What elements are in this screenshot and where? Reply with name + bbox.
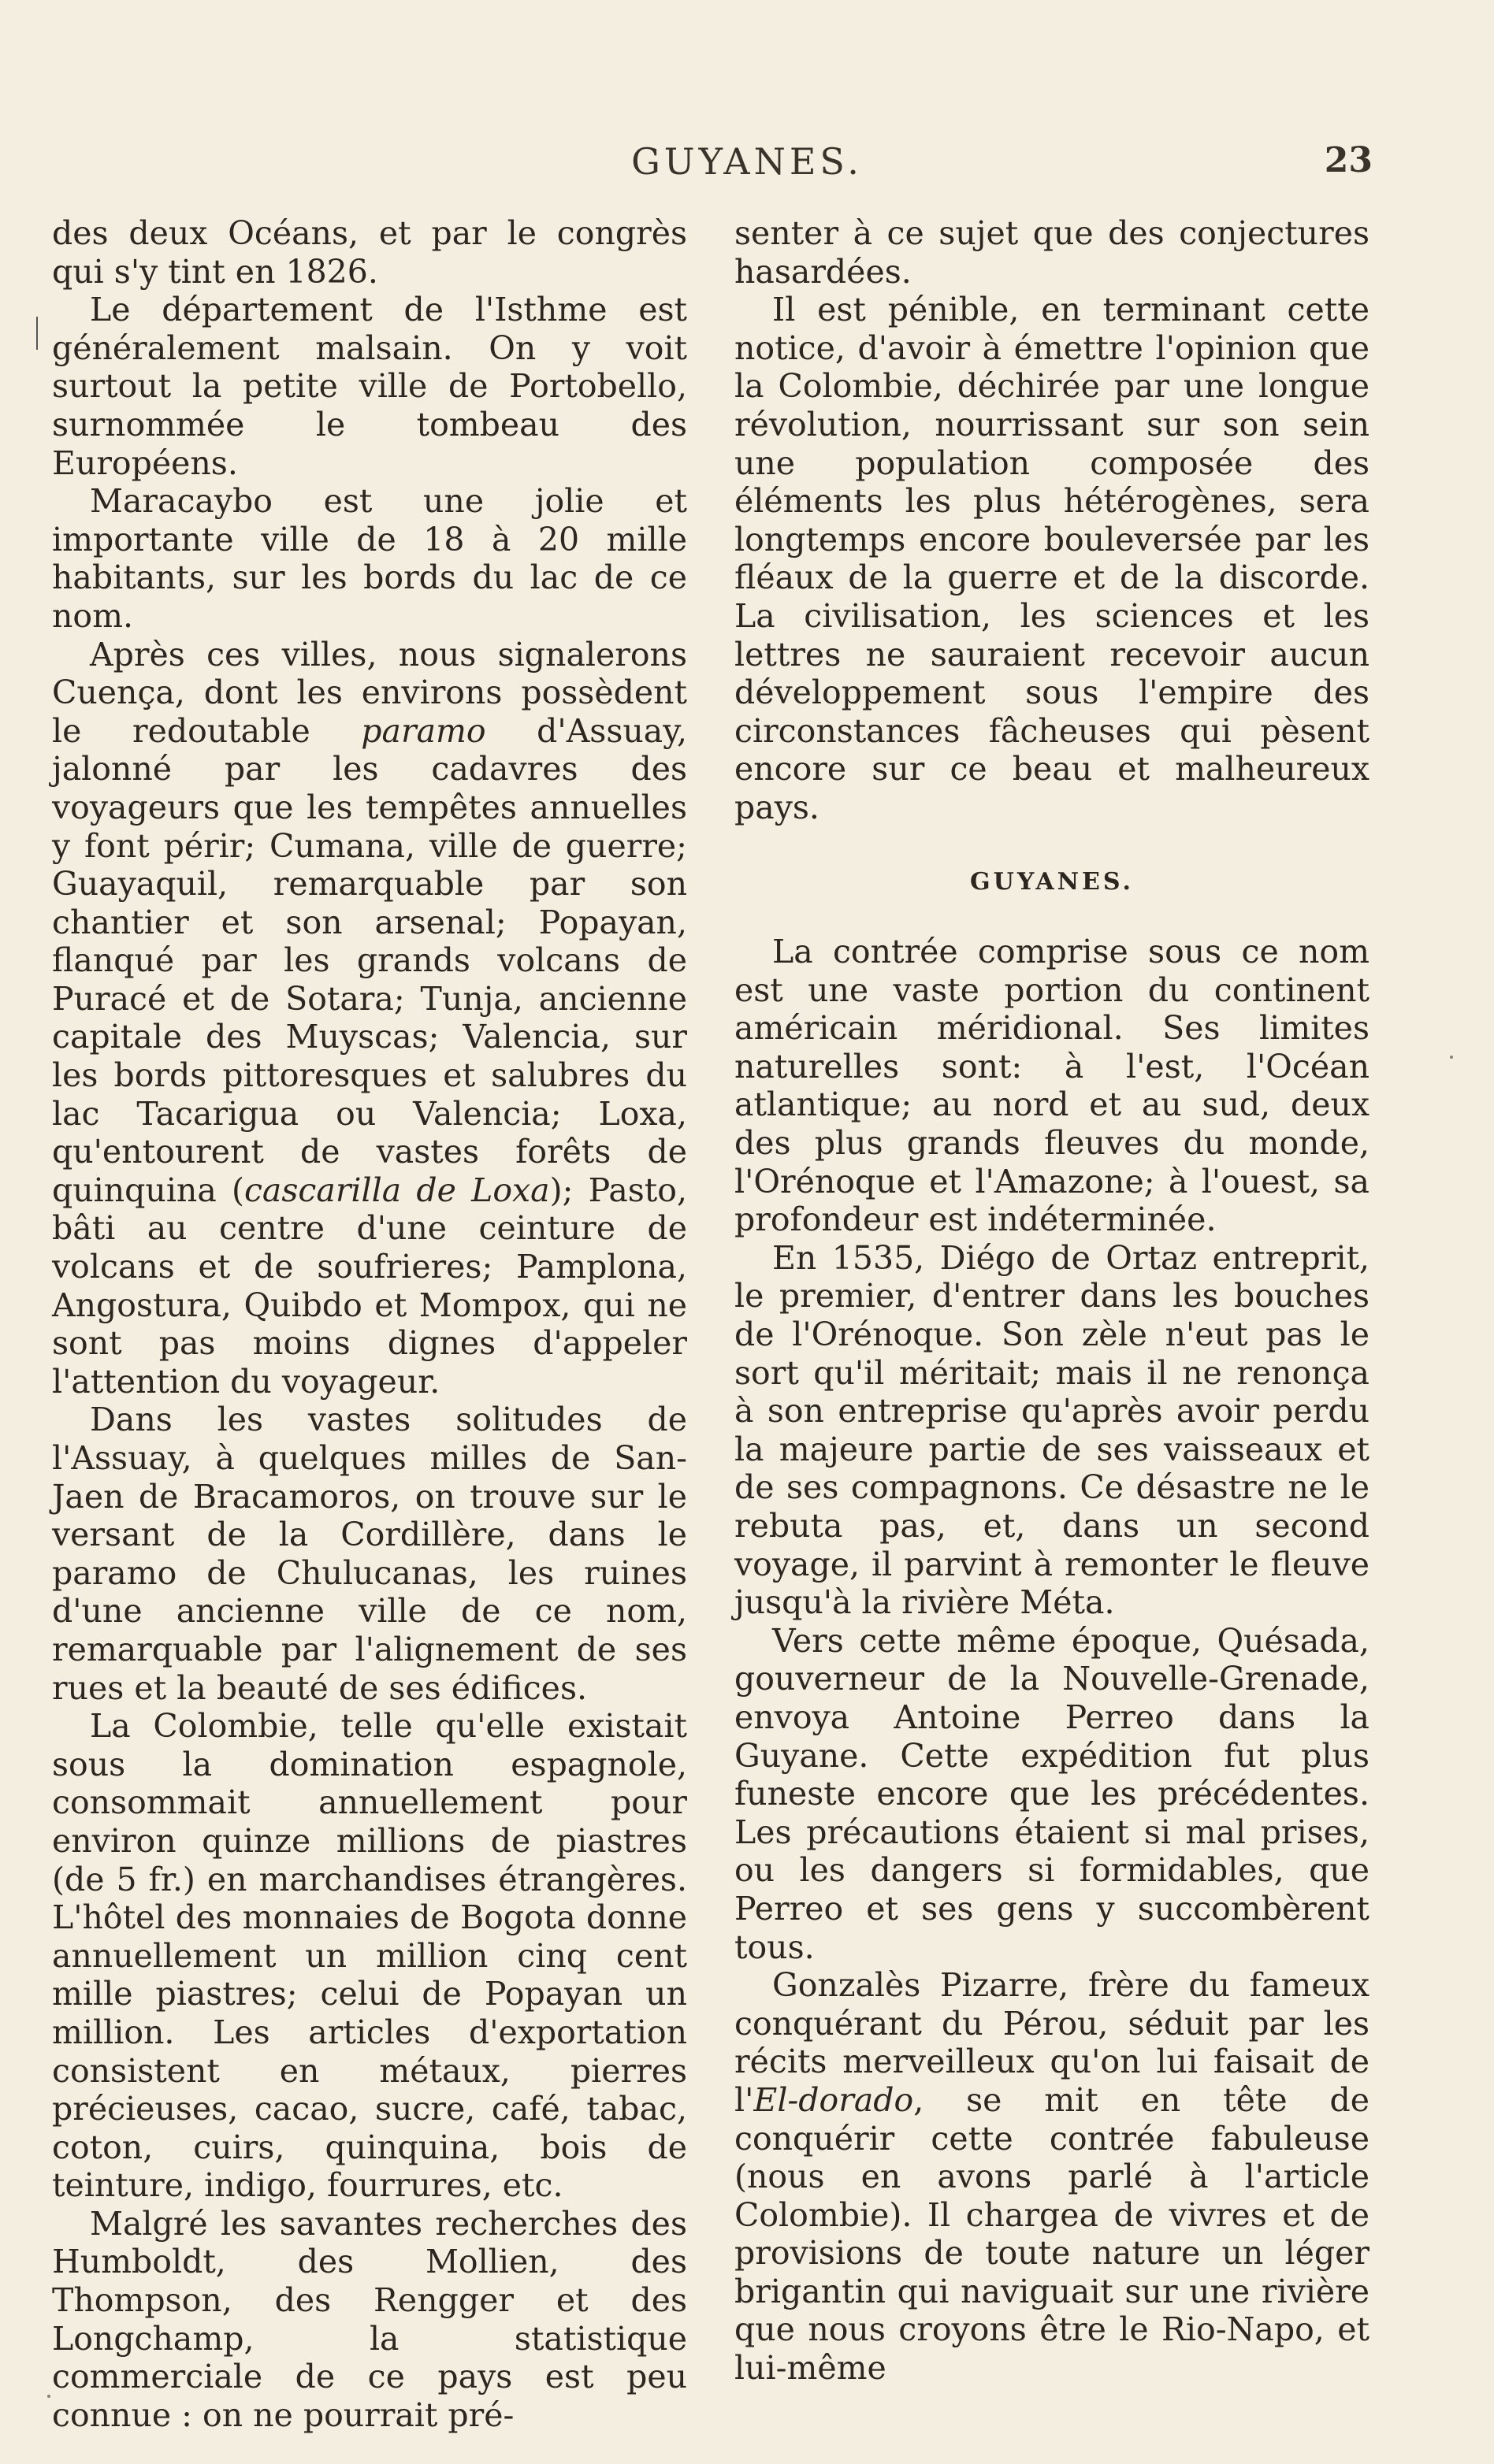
paragraph: En 1535, Diégo de Ortaz entreprit, le premier, d'entrer dans les bouches de l'Orénoque. Son zèle n'eut pas le sort qu'il méritait; mais il ne renonça à son entreprise qu'après avoir perdu la majeure partie de ses vaisseaux et de ses compagnons. Ce désastre ne le rebuta pas, et, dans un second voyage, il parvint à remonter le fleuve jusqu'à la rivière Méta. <box>734 1238 1370 1622</box>
text-run: Gonzalès Pizarre, frère du fameux conquérant du Pérou, séduit par les récits merveilleux qu'on lui faisait de l' <box>734 1966 1370 2119</box>
running-title: GUYANES. <box>631 140 863 183</box>
paragraph: Maracaybo est une jolie et importante ville de 18 à 20 mille habitants, sur les bords du lac de ce nom. <box>52 482 687 635</box>
paragraph: Dans les vastes solitudes de l'Assuay, à quelques milles de San-Jaen de Bracamoros, on trouve sur le versant de la Cordillère, dans le paramo de Chulucanas, les ruines d'une ancienne ville de ce nom, remarquable par l'alignement de ses rues et la beauté de ses édifices. <box>52 1401 687 1707</box>
paragraph: Le département de l'Isthme est généralement malsain. On y voit surtout la petite ville de Portobello, surnommée le tombeau des Européens. <box>52 291 687 482</box>
text-run: ); Pasto, bâti au centre d'une ceinture de volcans et de soufrieres; Pamplona, Angostura, Quibdo et Mompox, qui ne sont pas moins dignes d'appeler l'attention du voyageur. <box>52 1171 687 1401</box>
paragraph <box>52 636 687 1401</box>
paper-speck <box>47 2395 50 2398</box>
margin-mark <box>36 317 38 350</box>
section-heading: GUYANES. <box>970 867 1134 896</box>
left-column <box>52 214 687 2434</box>
paragraph: senter à ce sujet que des conjectures hasardées. <box>734 214 1370 291</box>
paragraph <box>734 1966 1370 2388</box>
right-column <box>734 214 1370 2388</box>
text-run: d'Assuay, jalonné par les cadavres des voyageurs que les tempêtes annuelles y font périr; Cumana, ville de guerre; Guayaquil, remarquable par son chantier et son arsenal; Popayan, flanqué par les grands volcans de Puracé et de Sotara; Tunja, ancienne capitale des Muyscas; Valencia, sur les bords pittoresques et salubres du lac Tacarigua ou Valencia; Loxa, qu'entourent de vastes forêts de quinquina ( <box>52 711 687 1209</box>
italic-term: El-dorado <box>753 2080 914 2119</box>
paper-speck <box>1450 1056 1453 1059</box>
paragraph: La Colombie, telle qu'elle existait sous la domination espagnole, consommait annuellement pour environ quinze millions de piastres (de 5 fr.) en marchandises étrangères. L'hôtel des monnaies de Bogota donne annuellement un million cinq cent mille piastres; celui de Popayan un million. Les articles d'exportation consistent en métaux, pierres précieuses, cacao, sucre, café, tabac, coton, cuirs, quinquina, bois de teinture, indigo, fourrures, etc. <box>52 1707 687 2205</box>
paragraph: des deux Océans, et par le congrès qui s'y tint en 1826. <box>52 214 687 291</box>
italic-term: paramo <box>361 711 486 750</box>
paragraph: Vers cette même époque, Quésada, gouverneur de la Nouvelle-Grenade, envoya Antoine Perreo dans la Guyane. Cette expédition fut plus funeste encore que les précédentes. Les précautions étaient si mal prises, ou les dangers si formidables, que Perreo et ses gens y succombèrent tous. <box>734 1621 1370 1966</box>
text-run: Après ces villes, nous signalerons Cuença, dont les environs possèdent le redoutable <box>52 635 687 750</box>
italic-term: cascarilla de Loxa <box>243 1171 550 1209</box>
page-number: 23 <box>1324 140 1373 180</box>
paragraph: Il est pénible, en terminant cette notice, d'avoir à émettre l'opinion que la Colombie, déchirée par une longue révolution, nourrissant sur son sein une population composée des éléments les plus hétérogènes, sera longtemps encore bouleversée par les fléaux de la guerre et de la discorde. La civilisation, les sciences et les lettres ne sauraient recevoir aucun développement sous l'empire des circonstances fâcheuses qui pèsent encore sur ce beau et malheureux pays. <box>734 291 1370 826</box>
text-run: , se mit en tête de conquérir cette contrée fabuleuse (nous en avons parlé à l'article Colombie). Il chargea de vivres et de provisions de toute nature un léger brigantin qui naviguait sur une rivière que nous croyons être le Rio-Napo, et lui-même <box>734 2080 1370 2388</box>
paragraph: La contrée comprise sous ce nom est une vaste portion du continent américain méridional. Ses limites naturelles sont: à l'est, l'Océan atlantique; au nord et au sud, deux des plus grands fleuves du monde, l'Orénoque et l'Amazone; à l'ouest, sa profondeur est indéterminée. <box>734 933 1370 1239</box>
paragraph: Malgré les savantes recherches des Humboldt, des Mollien, des Thompson, des Rengger et des Longchamp, la statistique commerciale de ce pays est peu connue : on ne pourrait pré- <box>52 2204 687 2434</box>
